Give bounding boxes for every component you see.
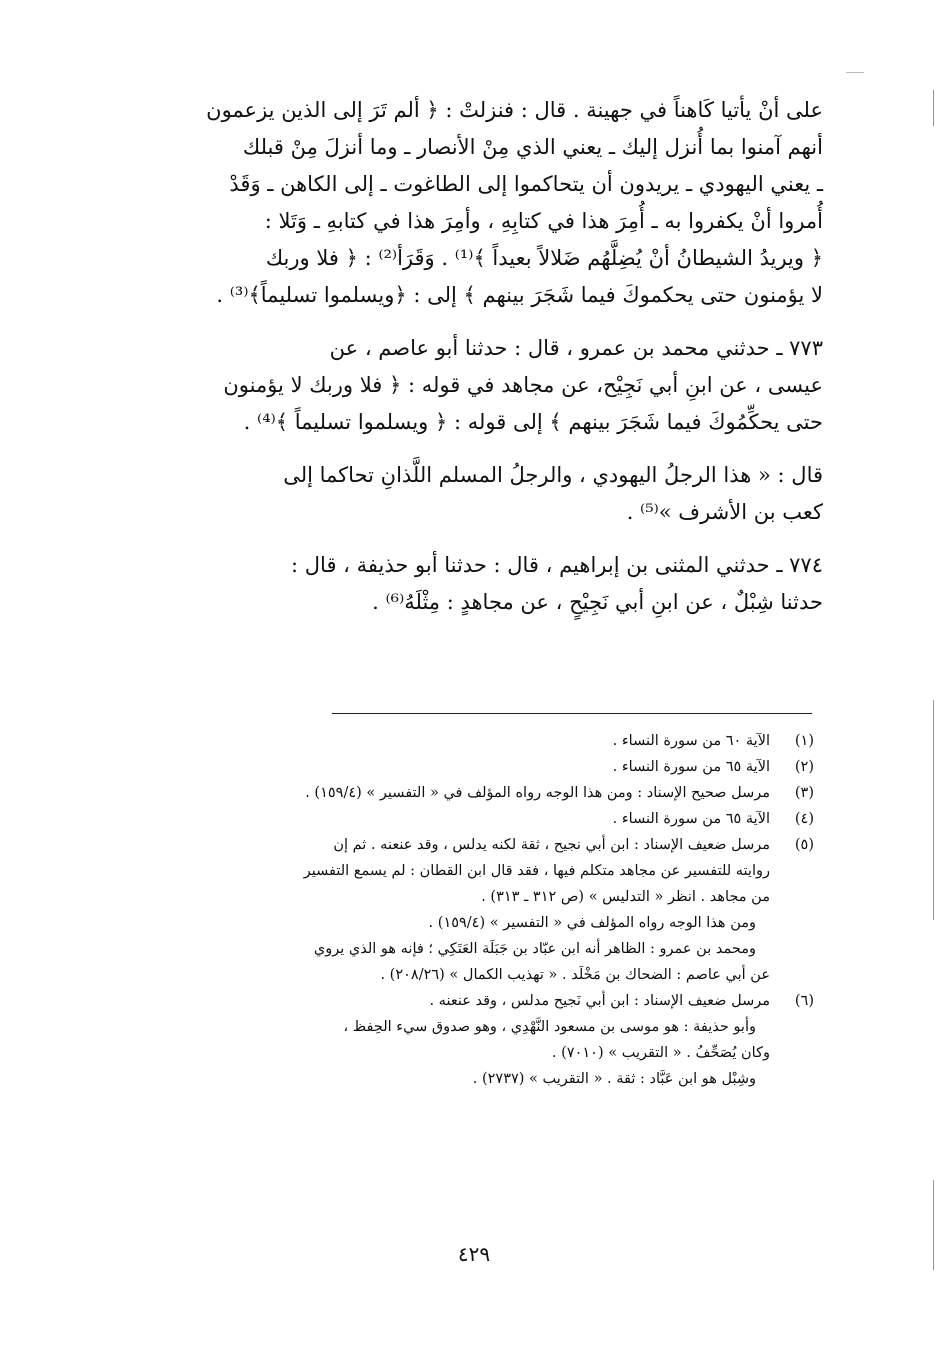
footnote-line: من مجاهد . انظر « التدليس » (ص ٣١٢ ـ ٣١٣) . [481,889,770,905]
footnote-line: مرسل صحيح الإسناد : ومن هذا الوجه رواه المؤلف في « التفسير » (١٥٩/٤) . [305,785,770,801]
text-line: لا يؤمنون حتى يحكموكَ فيما شَجَرَ بينهم ﴾ إلى : ﴿ويسلموا تسليماً﴾⁽³⁾ . [216,283,823,307]
paragraph-773 [110,330,823,441]
footnote-line: وشِبْل هو ابن عَبَّاد : ثقة . « التقريب » (٢٧٣٧) . [472,1071,756,1087]
text-line: ﴿ ويريدُ الشيطانُ أنْ يُضِلَّهُم ضَلالاً بعيداً ﴾⁽¹⁾ . وَقَرَأ⁽²⁾ : ﴿ فلا وربك [265,246,823,270]
footnote-line: روايته للتفسير عن مجاهد متكلم فيها ، فقد قال ابن القطان : لم يسمع التفسير [303,863,770,879]
text-line: ٧٧٤ ـ حدثني المثنى بن إبراهيم ، قال : حدثنا أبو حذيفة ، قال : [291,553,823,577]
footnote-number: (٥) [794,837,814,853]
text-line: ـ يعني اليهودي ـ يريدون أن يتحاكموا إلى الطاغوت ـ إلى الكاهن ـ وَقَدْ [229,172,823,196]
text-line: ٧٧٣ ـ حدثني محمد بن عمرو ، قال : حدثنا أبو عاصم ، عن [329,336,823,360]
footnote-line: عن أبي عاصم : الضحاك بن مَخْلَد . « تهذيب الكمال » (٢٠٨/٢٦) . [380,967,770,983]
footnote-2 [104,754,814,780]
scan-edge-mark [933,700,934,920]
text-line: كعب بن الأشرف »⁽⁵⁾ . [626,500,823,524]
footnote-number: (٢) [794,759,814,775]
text-line: قال : « هذا الرجلُ اليهودي ، والرجلُ المسلم اللَّذانِ تحاكما إلى [283,463,823,487]
paragraph-quote [110,457,823,531]
margin-tick [846,72,864,73]
footnote-line: الآية ٦٠ من سورة النساء . [612,733,770,749]
paragraph-intro [110,92,823,314]
text-line: حدثنا شِبْلٌ ، عن ابنِ أبي نَجِيْحٍ ، عن مجاهدٍ : مِثْلَهُ⁽⁶⁾ . [372,590,823,614]
scan-edge-mark [933,1180,934,1270]
text-line: أُمروا أنْ يكفروا به ـ أُمِرَ هذا في كتابِهِ ، وأمِرَ هذا في كتابهِ ـ وَتَلا : [264,209,823,233]
text-line: على أنْ يأتيا كَاهناً في جهينة . قال : فنزلتْ : ﴿ ألم تَرَ إلى الذين يزعمون [206,98,823,122]
footnote-line: مرسل ضعيف الإسناد : ابن أبي نجيح ، ثقة لكنه يدلس ، وقد عنعنه . ثم إن [333,837,770,853]
footnote-4 [104,806,814,832]
footnote-separator [332,713,812,714]
scan-edge-mark [933,90,934,126]
footnote-line: ومن هذا الوجه رواه المؤلف في « التفسير » (١٥٩/٤) . [428,915,756,931]
footnote-line: الآية ٦٥ من سورة النساء . [612,811,770,827]
footnote-line: وكان يُصَحِّفُ . « التقريب » (٧٠١٠) . [551,1045,770,1061]
page-number: ٤٢٩ [457,1242,491,1266]
text-line: أنهم آمنوا بما أُنزل إليك ـ يعني الذي مِنْ الأنصار ـ وما أنزلَ مِنْ قبلك [242,135,823,159]
text-line: عيسى ، عن ابنِ أبي نَجِيْح، عن مجاهد في قوله : ﴿ فلا وربك لا يؤمنون [223,373,823,397]
text-line: حتى يحكِّمُوكَ فيما شَجَرَ بينهم ﴾ إلى قوله : ﴿ ويسلموا تسليماً ﴾⁽⁴⁾ . [243,410,823,434]
footnote-number: (٤) [794,811,814,827]
footnote-line: ومحمد بن عمرو : الظاهر أنه ابن عبّاد بن جَبَلَة العَتَكِي ؛ فإنه هو الذي يروي [313,941,756,957]
footnote-number: (٦) [794,993,814,1009]
main-text [110,92,823,621]
footnote-3 [104,780,814,806]
footnote-line: وأبو حذيفة : هو موسى بن مسعود النَّهْدِي ، وهو صدوق سيء الحِفظ ، [343,1019,756,1035]
footnote-number: (٣) [794,785,814,801]
footnote-number: (١) [794,733,814,749]
footnote-line: الآية ٦٥ من سورة النساء . [612,759,770,775]
paragraph-774 [110,547,823,621]
footnote-1 [104,728,814,754]
footnote-5 [104,832,814,988]
footnote-6 [104,988,814,1092]
footnotes [104,728,814,1092]
footnote-line: مرسل ضعيف الإسناد : ابن أبي نَجيح مدلس ، وقد عنعنه . [429,993,770,1009]
